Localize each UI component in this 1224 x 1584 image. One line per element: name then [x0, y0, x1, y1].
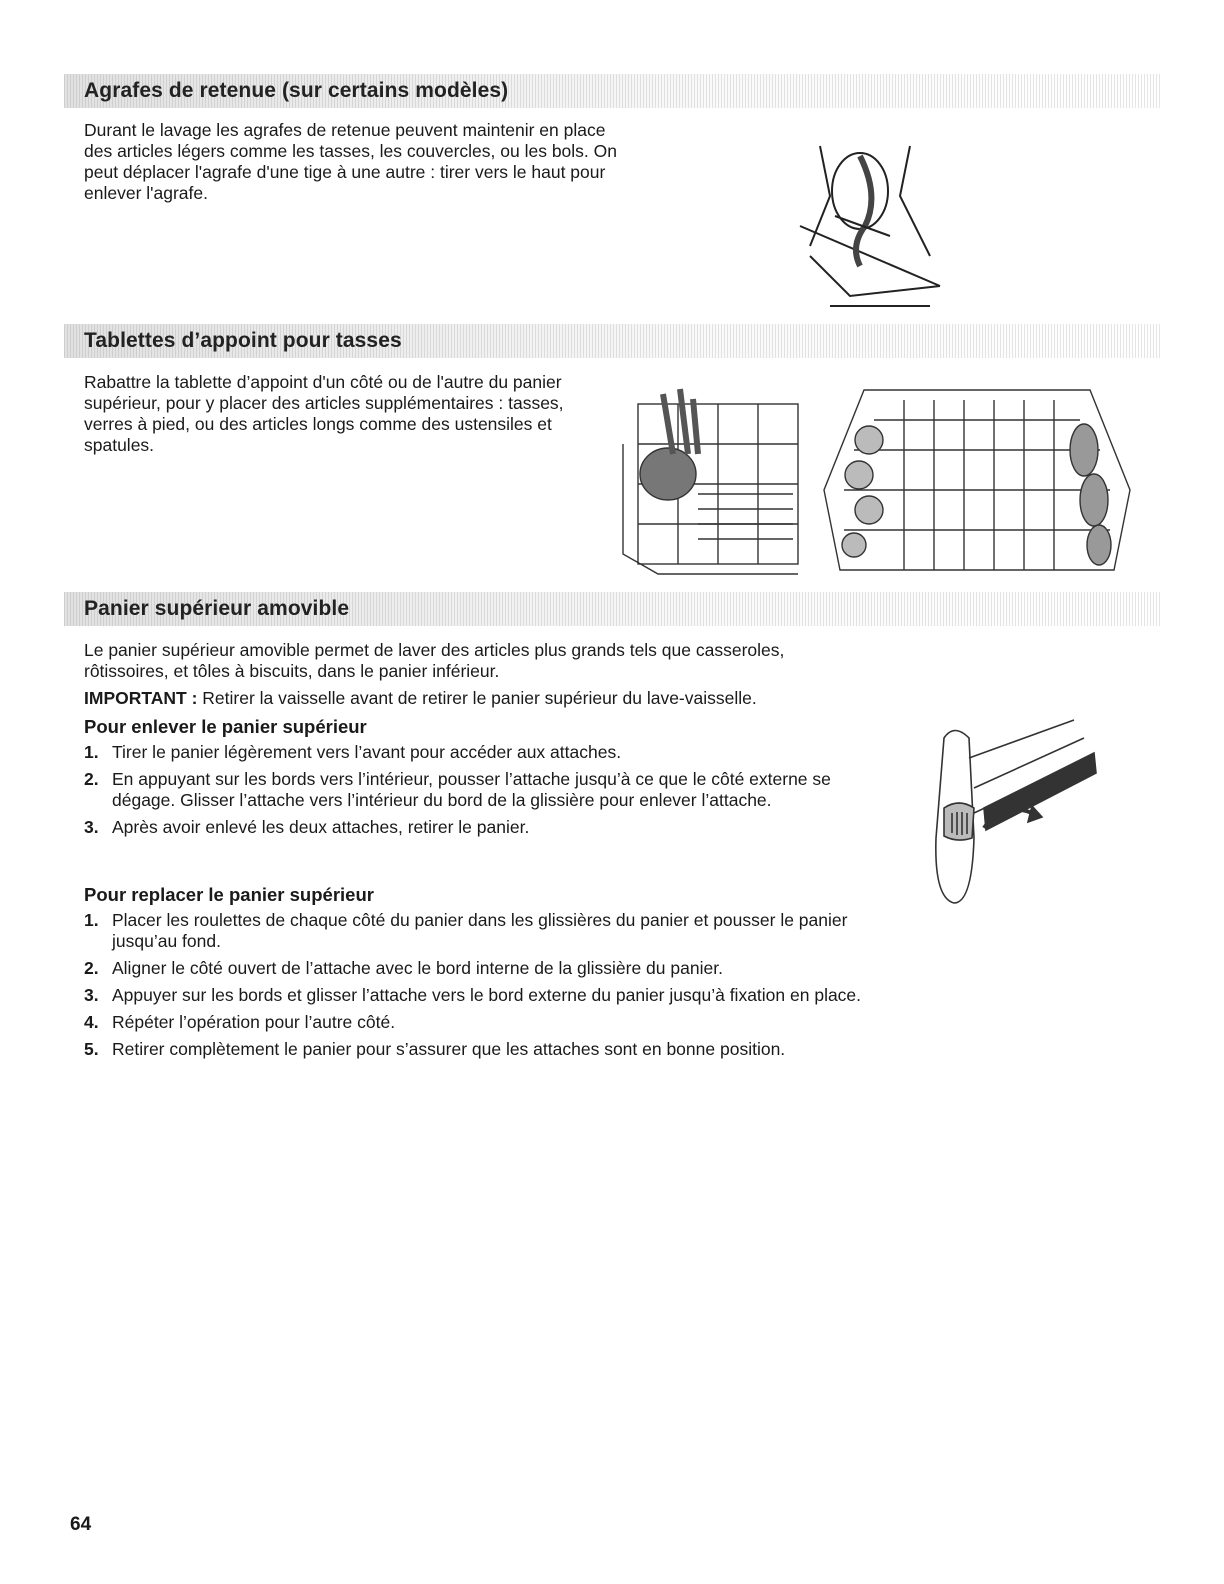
list-item: 1. Placer les roulettes de chaque côté du panier dans les glissières du panier et pousser le panier jusqu’au fond. — [84, 910, 848, 951]
clips-paragraph: Durant le lavage les agrafes de retenue peuvent maintenir en place des articles légers comme les tasses, les couvercles, ou les bols. On peut déplacer l'agrafe d'une tige à une autre : tirer vers le haut pour enlever l'agrafe. — [84, 120, 617, 203]
cup-shelf-side-illustration — [618, 384, 808, 580]
rack-clip-illustration — [924, 718, 1104, 908]
list-item: 1. Tirer le panier légèrement vers l’avant pour accéder aux attaches. — [84, 742, 622, 762]
remove-rack-heading: Pour enlever le panier supérieur — [84, 716, 367, 737]
list-item: 3. Après avoir enlevé les deux attaches, retirer le panier. — [84, 817, 530, 837]
section-header-removable-rack — [64, 592, 1160, 626]
cup-shelves-paragraph: Rabattre la tablette d’appoint d'un côté ou de l'autre du panier supérieur, pour y placer des articles supplémentaires : tasses, verres à pied, ou des articles longs comme des ustensiles et spatules. — [84, 372, 564, 455]
important-label: IMPORTANT : — [84, 688, 198, 708]
clip-illustration — [790, 136, 950, 316]
section-header-clips — [64, 74, 1160, 108]
list-item: 2. Aligner le côté ouvert de l’attache avec le bord interne de la glissière du panier. — [84, 958, 723, 978]
page-number: 64 — [70, 1514, 92, 1535]
removable-rack-intro: Le panier supérieur amovible permet de laver des articles plus grands tels que casseroles, rôtissoires, et tôles à biscuits, dans le panier inférieur. — [84, 640, 785, 681]
upper-rack-illustration — [814, 380, 1140, 580]
important-note — [84, 688, 884, 709]
list-item: 2. En appuyant sur les bords vers l’intérieur, pousser l’attache jusqu’à ce que le côté externe se dégage. Glisser l’attache vers l’intérieur du bord de la glissière pour enlever l’attache. — [84, 769, 831, 810]
replace-rack-heading: Pour replacer le panier supérieur — [84, 884, 374, 905]
list-item: 3. Appuyer sur les bords et glisser l’attache vers le bord externe du panier jusqu’à fixation en place. — [84, 985, 862, 1005]
replace-steps-list — [84, 910, 874, 1066]
section-title-clips: Agrafes de retenue (sur certains modèles) — [84, 79, 509, 102]
remove-steps-list — [84, 742, 864, 844]
section-title-cup-shelves: Tablettes d’appoint pour tasses — [84, 329, 402, 352]
section-title-removable-rack: Panier supérieur amovible — [84, 597, 350, 620]
section-header-cup-shelves — [64, 324, 1160, 358]
list-item: 4. Répéter l’opération pour l’autre côté. — [84, 1012, 396, 1032]
list-item: 5. Retirer complètement le panier pour s’assurer que les attaches sont en bonne position. — [84, 1039, 786, 1059]
important-text: Retirer la vaisselle avant de retirer le panier supérieur du lave-vaisselle. — [202, 688, 757, 708]
